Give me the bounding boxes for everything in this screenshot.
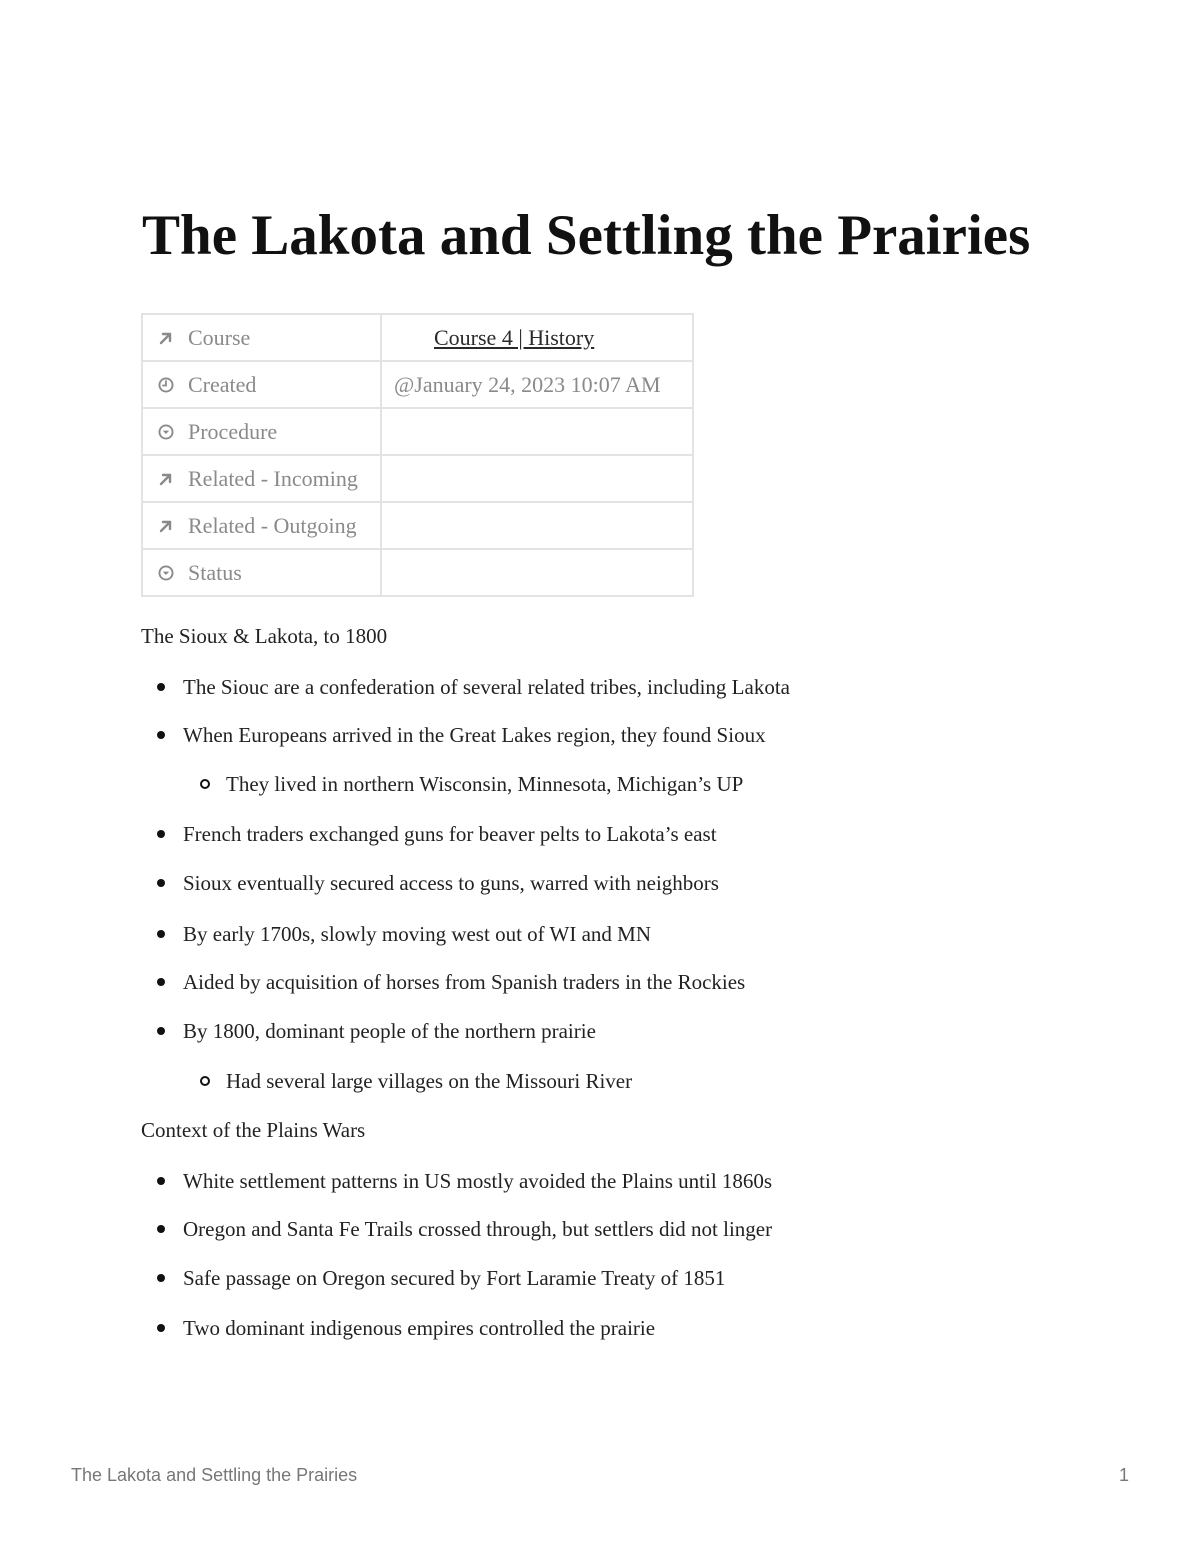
bullet-circle-icon: [200, 1076, 210, 1086]
property-key-label: Related - Outgoing: [188, 512, 357, 538]
bullet-disc-icon: [157, 879, 165, 887]
properties-table: [141, 313, 694, 597]
bullet-disc-icon: [157, 1324, 165, 1332]
list-item-text: French traders exchanged guns for beaver pelts to Lakota’s east: [183, 822, 717, 846]
list-item: [183, 1168, 772, 1194]
list-item: [183, 1265, 725, 1291]
property-key-label: Procedure: [188, 418, 278, 444]
bullet-disc-icon: [157, 1274, 165, 1282]
list-item-text: They lived in northern Wisconsin, Minnesota, Michigan’s UP: [226, 772, 744, 796]
list-item: [183, 1216, 772, 1242]
property-row-related-outgoing: [142, 502, 693, 549]
property-key-cell: [142, 361, 381, 408]
property-value-cell[interactable]: [381, 455, 693, 502]
page-title: The Lakota and Settling the Prairies: [142, 204, 1031, 267]
arrow-up-right-icon: [157, 517, 175, 535]
bullet-disc-icon: [157, 830, 165, 838]
clock-icon: [157, 376, 175, 394]
list-item: [183, 821, 717, 847]
property-key-cell: [142, 455, 381, 502]
property-row-related-incoming: [142, 455, 693, 502]
list-item-text: When Europeans arrived in the Great Lakes region, they found Sioux: [183, 723, 766, 747]
property-row-status: [142, 549, 693, 596]
bullet-disc-icon: [157, 683, 165, 691]
bullet-disc-icon: [157, 1027, 165, 1035]
list-item: [183, 921, 651, 947]
property-value-cell[interactable]: [381, 408, 693, 455]
property-row-course: [142, 314, 693, 361]
list-item-text: By early 1700s, slowly moving west out of WI and MN: [183, 922, 651, 946]
footer-page-number: 1: [1118, 1465, 1129, 1485]
list-item: [183, 870, 719, 896]
sub-list-item: [226, 771, 743, 797]
list-item: [183, 722, 766, 748]
property-key-cell: [142, 408, 381, 455]
property-value-cell[interactable]: [381, 549, 693, 596]
list-item: [183, 1018, 596, 1044]
section-heading: Context of the Plains Wars: [141, 1118, 366, 1142]
list-item-text: Sioux eventually secured access to guns, warred with neighbors: [183, 871, 719, 895]
list-item-text: Oregon and Santa Fe Trails crossed through, but settlers did not linger: [183, 1217, 773, 1241]
property-value-cell: [381, 361, 693, 408]
bullet-disc-icon: [157, 930, 165, 938]
property-key-label: Course: [188, 324, 251, 350]
course-link[interactable]: Course 4 | History: [434, 324, 595, 350]
list-item-text: The Siouc are a confederation of several related tribes, including Lakota: [183, 675, 790, 699]
list-item-text: Safe passage on Oregon secured by Fort Laramie Treaty of 1851: [183, 1266, 726, 1290]
list-item-text: White settlement patterns in US mostly avoided the Plains until 1860s: [183, 1169, 773, 1193]
property-key-label: Status: [188, 559, 242, 585]
created-date: @January 24, 2023 10:07 AM: [394, 371, 661, 397]
list-item: [183, 1315, 655, 1341]
property-key-cell: [142, 502, 381, 549]
list-item-text: Two dominant indigenous empires controlled the prairie: [183, 1316, 656, 1340]
property-key-cell: [142, 549, 381, 596]
property-value-cell[interactable]: [381, 502, 693, 549]
property-key-cell: [142, 314, 381, 361]
select-icon: [157, 564, 175, 582]
list-item-text: Had several large villages on the Missouri River: [226, 1069, 633, 1093]
sub-list-item: [226, 1068, 632, 1094]
list-item-text: Aided by acquisition of horses from Spanish traders in the Rockies: [183, 970, 746, 994]
list-item-text: By 1800, dominant people of the northern prairie: [183, 1019, 596, 1043]
list-item: [183, 674, 790, 700]
property-row-created: [142, 361, 693, 408]
bullet-disc-icon: [157, 1225, 165, 1233]
bullet-circle-icon: [200, 779, 210, 789]
bullet-disc-icon: [157, 731, 165, 739]
property-row-procedure: [142, 408, 693, 455]
property-key-label: Created: [188, 371, 257, 397]
bullet-disc-icon: [157, 978, 165, 986]
property-value-cell: [381, 314, 693, 361]
arrow-up-right-icon: [157, 329, 175, 347]
footer-title: The Lakota and Settling the Prairies: [71, 1465, 358, 1485]
select-icon: [157, 423, 175, 441]
bullet-disc-icon: [157, 1177, 165, 1185]
section-heading: The Sioux & Lakota, to 1800: [141, 624, 388, 648]
property-key-label: Related - Incoming: [188, 465, 358, 491]
list-item: [183, 969, 745, 995]
arrow-up-right-icon: [157, 470, 175, 488]
